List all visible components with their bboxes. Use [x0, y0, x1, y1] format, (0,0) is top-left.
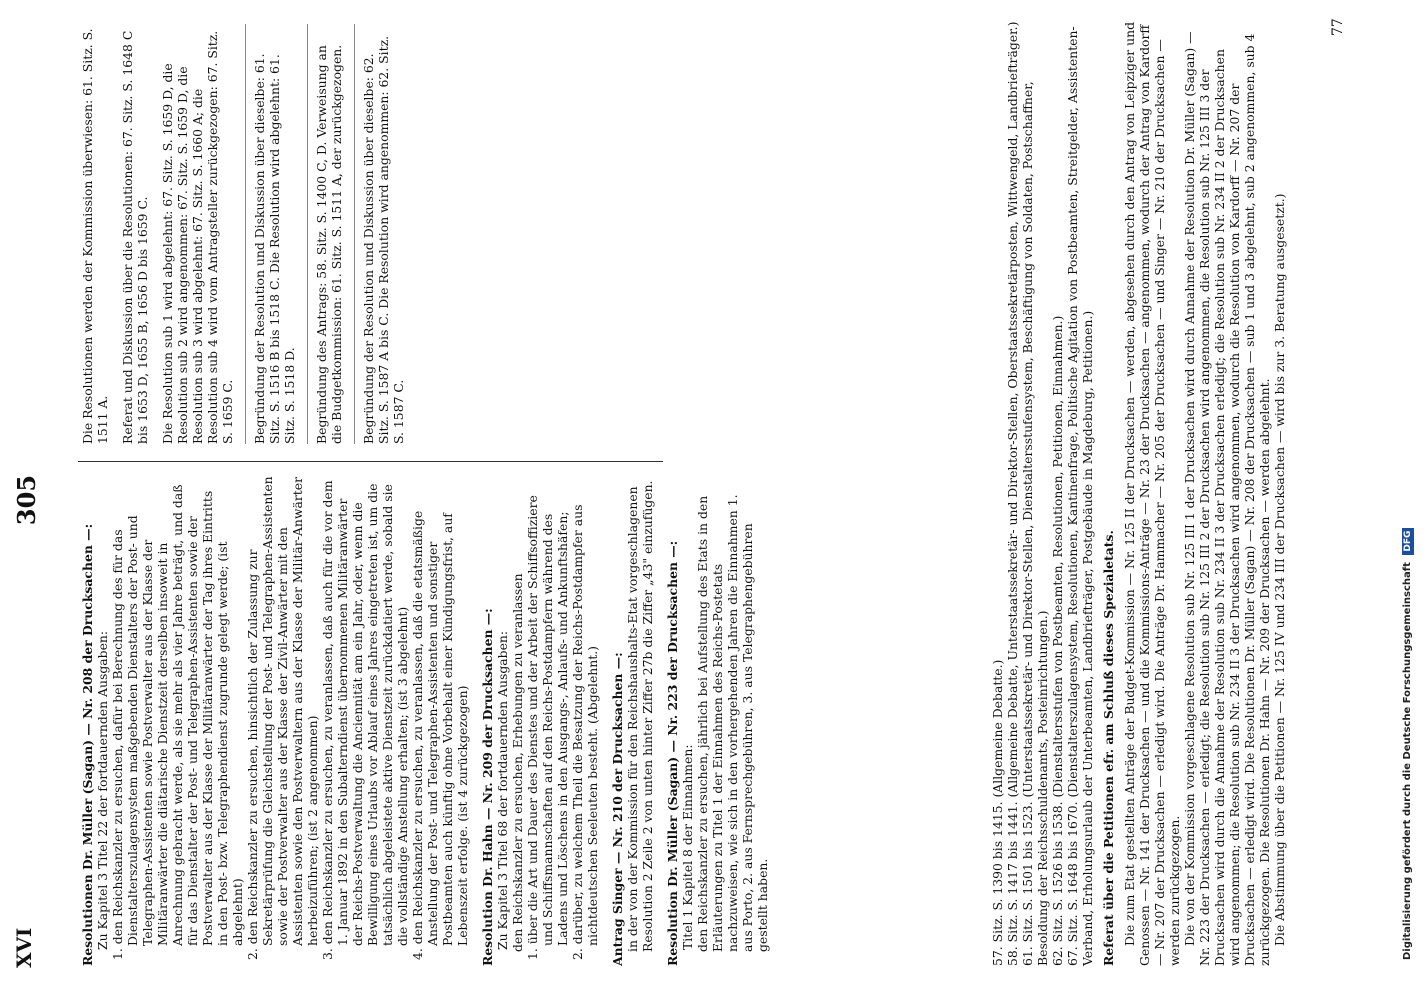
section-roman-numeral: XVI [12, 927, 36, 968]
resolution-subtitle: Zu Kapitel 3 Titel 68 der fortdauernden Ausgaben: [495, 630, 510, 950]
session-references [990, 20, 1287, 966]
resolution-subtitle: Zu Kapitel 3 Titel 22 der fortdauernden Ausgaben: [95, 630, 110, 950]
reference-entry: Begründung des Antrags: 58. Sitz. S. 1400 C, D. Verweisung an die Budgetkommission: 61. Sitz. S. 1511 A, der zurückgezogen. [314, 44, 344, 444]
resolution-item: 2. darüber, zu welchem Theil die Besatzung der Reichs-Postdampfer aus nichtdeutschen Seeleuten besteht. (Abgelehnt.) [570, 504, 600, 960]
reference-entry: Die Resolution sub 1 wird abgelehnt: 67. Sitz. S. 1659 D, die Resolution sub 2 wird angenommen: 67. Sitz. S. 1659 D, die Resolution sub 3 wird abgelehnt: 67. Sitz. S. 1660 A; die Resolution sub 4 wird vom Antragsteller zurückgezogen: 67. Sitz. S. 1659 C. [160, 30, 235, 444]
resolution-block-mueller [80, 476, 470, 966]
resolution-item: 2. den Reichskanzler zu ersuchen, hinsichtlich der Zulassung zur Sekretärprüfung die Gleichstellung der Post- und Telegraphen-Assistenten sowie der Postverwalter aus der Klasse der Zivil-Anwärter mit den Assistenten sowie den Postverwaltern aus der Klasse der Militär-Anwärter herbeizuführen; (ist 2 angenommen) [245, 476, 320, 960]
session-line: 62. Sitz. S. 1526 bis 1538. (Dienstaltersstufen von Postbeamten, Resolutionen, Petitionen, Einnahmen.) [1050, 315, 1065, 966]
resolution-title: Resolution Dr. Müller (Sagan) — Nr. 223 der Drucksachen —: [665, 540, 680, 966]
resolution-item: 1. über die Art und Dauer des Dienstes und der Arbeit der Schiffsoffiziere und Schiffsmannschaften auf den Reichs-Postdampfern während des Ladens und Löschens in den Ausgangs-, Anlaufs- und Ankunftshäfen; [525, 495, 570, 960]
reference-entry: Begründung der Resolution und Diskussion über dieselbe: 62. Sitz. S. 1587 A bis C. Die Resolution wird angenommen: 62. Sitz. S. 1587 C. [361, 35, 406, 444]
summary-paragraph: Die von der Kommission vorgeschlagene Resolution sub Nr. 125 III 1 der Drucksachen wird durch Annahme der Resolution Dr. Müller (Sagan) — Nr. 223 der Drucksachen — erledigt; die Resolution sub Nr. 125 III 2 der Drucksachen wird angenommen, die Resolution sub Nr. 125 III 3 der Drucksachen wird durch die Annahme der Resolution sub Nr. 234 II 3 der Drucksachen erledigt; die Resolution sub Nr. 234 II 2 der Drucksachen wird angenommen; die Resolution sub Nr. 234 II 3 der Drucksachen wird angenommen, wodurch die Resolution von Kardorff — Nr. 207 der Drucksachen — erledigt wird. Die Resolutionen Dr. Müller (Sagan) — Nr. 208 der Drucksachen — sub 1 und 3 abgelehnt, sub 2 angenommen, sub 4 zurückgezogen. Die Resolutionen Dr. Hahn — Nr. 209 der Drucksachen — werden abgelehnt. [1182, 31, 1272, 966]
resolution-text: den Reichskanzler zu ersuchen, jährlich bei Aufstellung des Etats in den Erläuterungen zu Titel 1 der Einnahmen des Reichs-Postetats nachzuweisen, wie sich in den vorhergehenden Jahren die Einnahmen 1. aus Porto, 2. aus Fernsprechgebühren, 3. aus Telegraphengebühren gestellt haben. [695, 494, 770, 952]
resolution-item: 4. den Reichskanzler zu ersuchen, zu veranlassen, daß die etatsmäßige Anstellung der Post- und Telegraphen-Assistenten und sonstiger Postbeamten auch künftig ohne Vorbehalt einer Kündigungsfrist, auf Lebenszeit erfolge. (ist 4 zurückgezogen) [410, 510, 470, 960]
reference-entry: Referat und Diskussion über die Resolutionen: 67. Sitz. S. 1648 C bis 1653 D, 1655 B, 1656 D bis 1659 C. [120, 30, 150, 444]
session-line: 57. Sitz. S. 1390 bis 1415. (Allgemeine Debatte.) [990, 659, 1005, 966]
dfg-logo: DFG [1402, 528, 1414, 555]
divider [245, 24, 246, 444]
reference-entry: Die Resolutionen werden der Kommission überwiesen: 61. Sitz. S. 1511 A. [80, 28, 110, 444]
motion-title: Antrag Singer — Nr. 210 der Drucksachen —: [610, 652, 625, 966]
right-column [80, 24, 416, 444]
session-line: 58. Sitz. S. 1417 bis 1441. (Allgemeine Debatte, Unterstaatssekretär- und Direktor-Stellen, Oberstaatssekretärposten, Wittwengeld, Landbriefträger.) [1005, 21, 1020, 966]
resolution-subtitle: Titel 1 Kapitel 8 der Einnahmen: [680, 744, 695, 950]
left-column [80, 476, 780, 966]
digitization-text: Digitalisierung gefördert durch die Deutsche Forschungsgemeinschaft [1402, 562, 1413, 960]
digitization-credit [1402, 40, 1414, 960]
reference-entry: Begründung der Resolution und Diskussion über dieselbe: 61. Sitz. S. 1516 B bis 1518 C. Die Resolution wird abgelehnt: 61. Sitz. S. 1518 D. [252, 53, 297, 444]
column-divider [78, 461, 663, 462]
summary-paragraph: Die zum Etat gestellten Anträge der Budget-Kommission — Nr. 125 II der Drucksachen — werden, abgesehen durch den Antrag von Leipziger und Genossen — Nr. 141 der Drucksachen — und die Kommissions-Anträge — Nr. 23 der Drucksachen — angenommen, wodurch der Antrag von Kardorff — Nr. 207 der Drucksachen — erledigt wird. Die Anträge Dr. Hammacher — Nr. 205 der Drucksachen — und Singer — Nr. 210 der Drucksachen — werden zurückgezogen. [1122, 21, 1182, 966]
summary-paragraph: Die Abstimmung über die Petitionen — Nr. 125 IV und 234 III der Drucksachen — wird bis zur 3. Beratung ausgesetzt.) [1272, 193, 1287, 946]
divider [354, 24, 355, 444]
motion-text: in der von der Kommission für den Reichshaushalts-Etat vorgeschlagenen Resolution 2 Zeile 2 von unten hinter Ziffer 27b die Ziffer „43" einzufügen. [625, 480, 655, 952]
resolution-item: 3. den Reichskanzler zu ersuchen, zu veranlassen, daß auch für die vor dem 1. Januar 1892 in den Subalterndienst übernommenen Militäranwärter der Reichs-Postverwaltung die Anciennität am ein Jahr, oder, wenn die Bewilligung eines Urlaubs vor Ablauf eines Jahres eingetreten ist, um die tatsächlich abgeleistete aktive Dienstzeit zurückdatiert werde, sobald sie die vollständige Anstellung erhalten; (ist 3 abgelehnt) [320, 480, 410, 960]
resolution-lead: den Reichskanzler zu ersuchen, Erhebungen zu veranlassen [510, 573, 525, 952]
resolution-block-mueller-223 [665, 476, 770, 966]
resolution-title: Resolution Dr. Hahn — Nr. 209 der Drucksachen —: [480, 608, 495, 966]
page-number-header: 305 [12, 474, 41, 526]
divider [307, 24, 308, 444]
footer-page-number: 77 [1330, 18, 1346, 36]
petition-note: Referat über die Petitionen efr. am Schluß dieses Spezialetats. [1101, 530, 1116, 966]
session-line: 67. Sitz. S. 1648 bis 1670. (Dienstalterszulagensystem, Resolutionen, Kantinenfrage, Politische Agitation von Postbeamten, Streitgelder, Assistenten-Verband, Erholungsurlaub der Unterbeamten, Landbriefträger, Postgebäude in Magdeburg, Petitionen.) [1065, 26, 1095, 966]
resolution-title: Resolutionen Dr. Müller (Sagan) — Nr. 208 der Drucksachen —: [80, 523, 95, 966]
resolution-block-hahn [480, 476, 600, 966]
session-line: 61. Sitz. S. 1501 bis 1523. (Unterstaatssekretär- und Direktor-Stellen, Dienstaltersstufensystem, Beschäftigung von Soldaten, Postschaffner, Besoldung der Reichsschuldenamts, Posteinrichtungen.) [1020, 81, 1050, 966]
resolution-item: 1. den Reichskanzler zu ersuchen, dafür bei Berechnung des für das Dienstalterszulagensystem maßgebenden Dienstalters der Post- und Telegraphen-Assistenten sowie Postverwalter aus der Klasse der Militäranwärter die diätarische Dienstzeit derselben insoweit in Anrechnung gebracht werde, als sie mehr als vier Jahre beträgt, und daß für das Dienstalter der Post- und Telegraphen-Assistenten sowie der Postverwalter aus der Klasse der Militäranwärter der Tag ihres Eintritts in den Post- bzw. Telegraphendienst zugrunde gelegt werde; (ist abgelehnt) [110, 484, 245, 960]
motion-block-singer [610, 476, 655, 966]
